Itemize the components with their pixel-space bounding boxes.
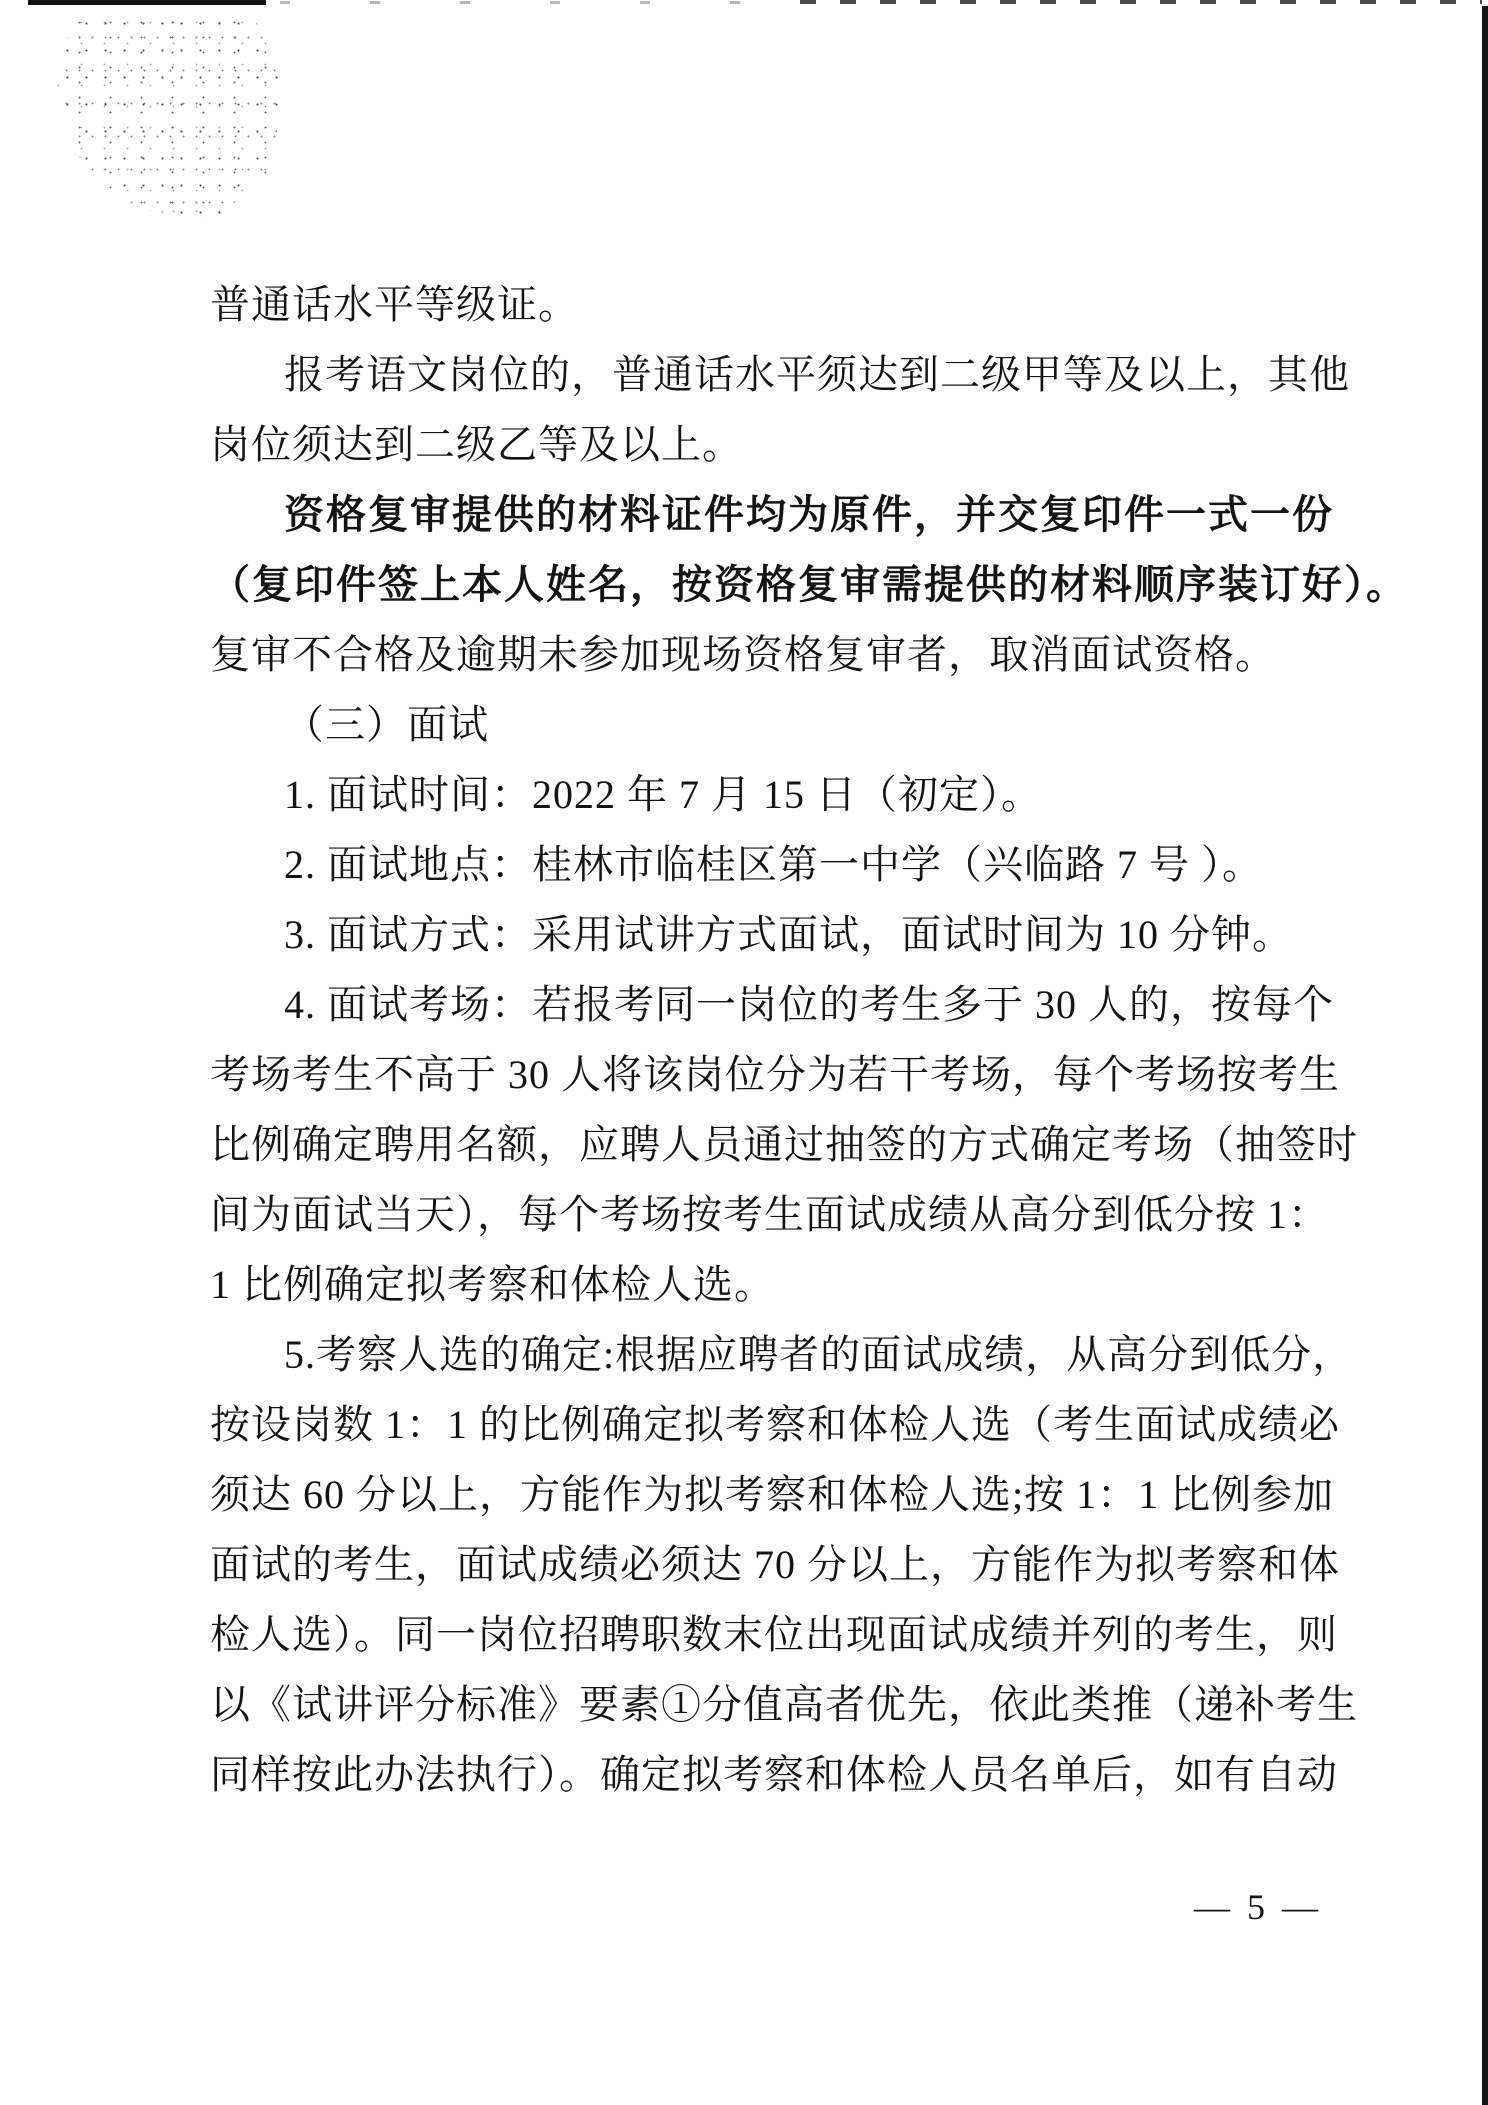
document-line: 2. 面试地点：桂林市临桂区第一中学（兴临路 7 号 ）。 [284,842,1263,887]
scan-noise-speckle [55,8,287,218]
scan-artifact-right-edge-strip [1482,6,1488,2105]
document-line: 须达 60 分以上，方能作为拟考察和体检人选;按 1：1 比例参加 [210,1472,1335,1517]
document-line: 比例确定聘用名额，应聘人员通过抽签的方式确定考场（抽签时 [210,1122,1358,1167]
document-line: 以《试讲评分标准》要素①分值高者优先，依此类推（递补考生 [210,1682,1358,1727]
document-line: 按设岗数 1：1 的比例确定拟考察和体检人选（考生面试成绩必 [210,1402,1340,1447]
document-line: 1 比例确定拟考察和体检人选。 [210,1262,775,1307]
document-line: 岗位须达到二级乙等及以上。 [210,422,743,467]
document-line: 1. 面试时间：2022 年 7 月 15 日（初定）。 [284,772,1042,817]
document-body [210,270,1408,1810]
document-line: 同样按此办法执行）。确定拟考察和体检人员名单后，如有自动 [210,1752,1338,1797]
document-line: 3. 面试方式：采用试讲方式面试，面试时间为 10 分钟。 [284,912,1293,957]
document-line: 4. 面试考场：若报考同一岗位的考生多于 30 人的，按每个 [284,982,1334,1027]
document-line: 5.考察人选的确定:根据应聘者的面试成绩，从高分到低分， [284,1332,1354,1377]
section-heading: （三）面试 [284,702,489,747]
scan-artifact-top-edge-dashes-mid [280,1,780,4]
document-line: 检人选）。同一岗位招聘职数末位出现面试成绩并列的考生，则 [210,1612,1338,1657]
scan-artifact-top-edge-dashes-right [800,0,1482,4]
document-line: 报考语文岗位的，普通话水平须达到二级甲等及以上，其他 [284,352,1350,397]
document-line: 复审不合格及逾期未参加现场资格复审者，取消面试资格。 [210,632,1276,677]
document-line: 考场考生不高于 30 人将该岗位分为若干考场，每个考场按考生 [210,1052,1340,1097]
document-line-emphasis: 资格复审提供的材料证件均为原件，并交复印件一式一份 [284,492,1334,537]
scan-artifact-top-edge-bar [28,0,266,5]
document-line: 间为面试当天），每个考场按考生面试成绩从高分到低分按 1： [210,1192,1329,1237]
page-number: — 5 — [1194,1887,1322,1927]
document-line: 面试的考生，面试成绩必须达 70 分以上，方能作为拟考察和体 [210,1542,1340,1587]
document-line-emphasis: （复印件签上本人姓名，按资格复审需提供的材料顺序装订好）。 [210,562,1408,607]
document-line: 普通话水平等级证。 [210,282,579,327]
